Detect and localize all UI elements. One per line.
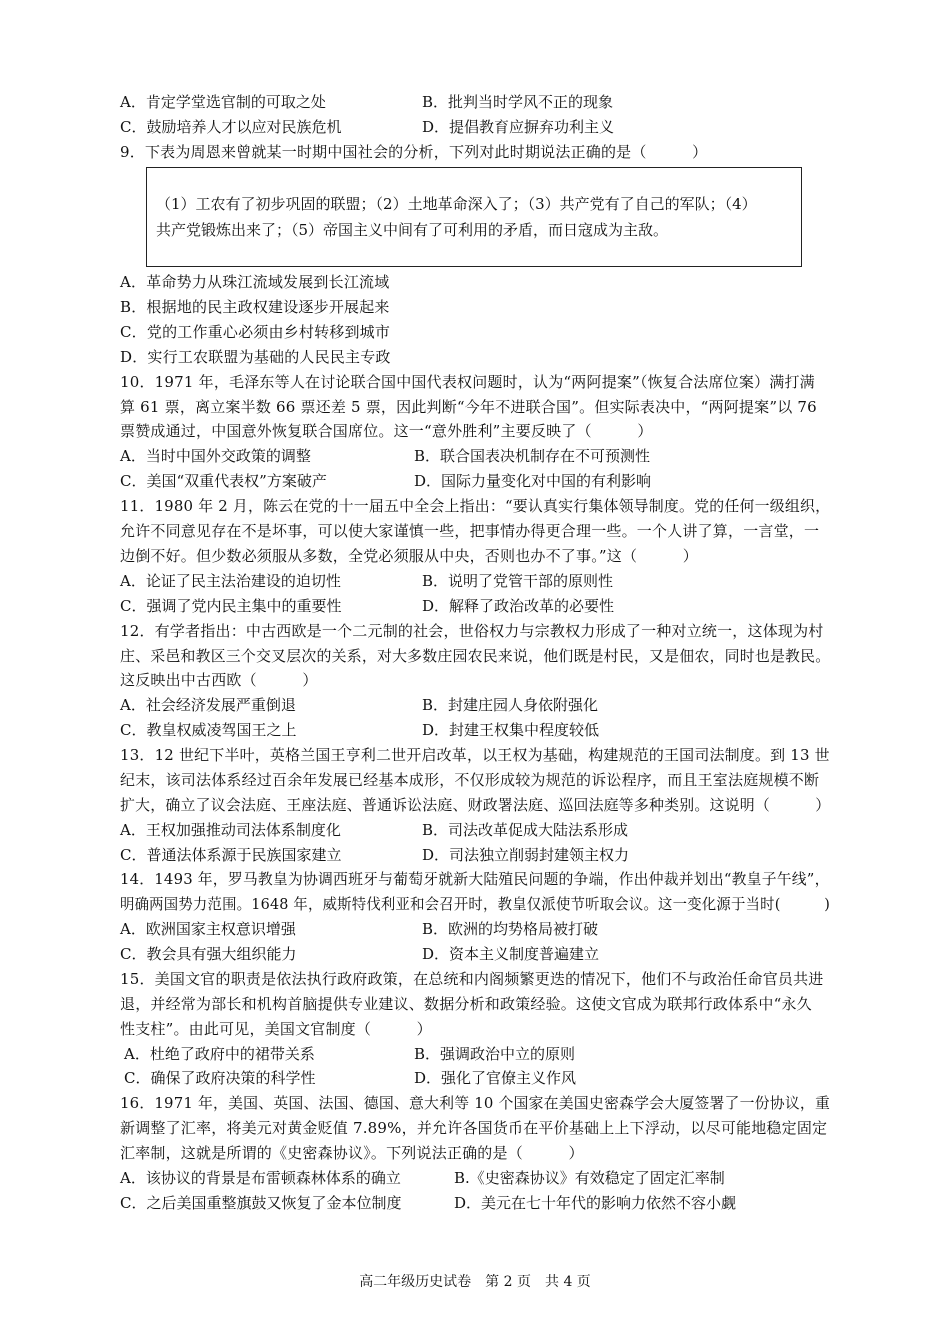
q10-option-a: A．当时中国外交政策的调整 [120,447,311,465]
q9-option-a: A．革命势力从珠江流域发展到长江流域 [120,273,390,291]
q11-option-b: B．说明了党管干部的原则性 [422,572,614,590]
q8-option-c: C．鼓励培养人才以应对民族危机 [120,118,342,136]
q10-line-3: 票赞成通过，中国意外恢复联合国席位。这一“意外胜利”主要反映了（ ） [120,422,653,440]
q16-option-d: D．美元在七十年代的影响力依然不容小觑 [454,1194,737,1212]
q9-option-b: B．根据地的民主政权建设逐步开展起来 [120,298,390,316]
q15-line-2: 退，并经常为部长和机构首脑提供专业建议、数据分析和政策经验。这使文官成为联邦行政体系中“永久 [120,995,812,1013]
q9-option-c: C．党的工作重心必须由乡村转移到城市 [120,323,391,341]
q15-line-3: 性支柱”。由此可见，美国文官制度（ ） [120,1020,432,1038]
q12-line-1: 12．有学者指出：中古西欧是一个二元制的社会，世俗权力与宗教权力形成了一种对立统一，这体现为村 [120,622,824,640]
q10-line-2: 算 61 票，离立案半数 66 票还差 5 票，因此判断“今年不进联合国”。但实际表决中，“两阿提案”以 76 [120,398,817,416]
q9-stem: 9．下表为周恩来曾就某一时期中国社会的分析，下列对此时期说法正确的是（ ） [120,143,708,161]
q13-line-3: 扩大，确立了议会法庭、王座法庭、普通诉讼法庭、财政署法庭、巡回法庭等多种类别。这说明（ ） [120,796,831,814]
q13-line-1: 13．12 世纪下半叶，英格兰国王亨利二世开启改革，以王权为基础，构建规范的王国司法制度。到 13 世 [120,746,830,764]
q9-quote-line-1: （1）工农有了初步巩固的联盟；（2）土地革命深入了；（3）共产党有了自己的军队；（4） [156,195,757,213]
q12-option-c: C．教皇权威凌驾国王之上 [120,721,297,739]
q14-option-b: B．欧洲的均势格局被打破 [422,920,599,938]
q10-option-c: C．美国“双重代表权”方案破产 [120,472,327,490]
q15-option-b: B．强调政治中立的原则 [414,1045,576,1063]
q14-line-2: 明确两国势力范围。1648 年，威斯特伐利亚和会召开时，教皇仅派使节听取会议。这一变化源于当时( ) [120,895,831,913]
q9-option-d: D．实行工农联盟为基础的人民民主专政 [120,348,391,366]
q10-option-d: D．国际力量变化对中国的有利影响 [414,472,652,490]
q14-option-c: C．教会具有强大组织能力 [120,945,297,963]
q10-line-1: 10．1971 年，毛泽东等人在讨论联合国中国代表权问题时，认为“两阿提案”（恢复合法席位案）满打满 [120,373,815,391]
q15-option-a: A．杜绝了政府中的裙带关系 [124,1045,315,1063]
page-footer: 高二年级历史试卷 第 2 页 共 4 页 [359,1274,591,1290]
q13-option-c: C．普通法体系源于民族国家建立 [120,846,342,864]
q11-option-a: A．论证了民主法治建设的迫切性 [120,572,341,590]
q16-option-c: C．之后美国重整旗鼓又恢复了金本位制度 [120,1194,402,1212]
q16-line-3: 汇率制，这就是所谓的《史密森协议》。下列说法正确的是（ ） [120,1144,584,1162]
q10-option-b: B．联合国表决机制存在不可预测性 [414,447,651,465]
q11-line-2: 允许不同意见存在不是坏事，可以使大家谨慎一些，把事情办得更合理一些。一个人讲了算，一言堂，一 [120,522,820,540]
q9-quote-box [146,167,802,267]
q12-line-2: 庄、采邑和教区三个交叉层次的关系，对大多数庄园农民来说，他们既是村民，又是佃农，同时也是教民。 [120,647,831,665]
q11-option-c: C．强调了党内民主集中的重要性 [120,597,342,615]
q8-option-b: B．批判当时学风不正的现象 [422,93,614,111]
q16-line-1: 16．1971 年，美国、英国、法国、德国、意大利等 10 个国家在美国史密森学会大厦签署了一份协议，重 [120,1094,831,1112]
q15-line-1: 15．美国文官的职责是依法执行政府政策，在总统和内阁频繁更迭的情况下，他们不与政治任命官员共进 [120,970,824,988]
q12-option-a: A．社会经济发展严重倒退 [120,696,296,714]
q13-option-d: D．司法独立削弱封建领主权力 [422,846,630,864]
q15-option-c: C．确保了政府决策的科学性 [124,1069,316,1087]
q11-line-3: 边倒不好。但少数必须服从多数，全党必须服从中央，否则也办不了事。”这（ ） [120,547,698,565]
q15-option-d: D．强化了官僚主义作风 [414,1069,577,1087]
q9-quote-line-2: 共产党锻炼出来了；（5）帝国主义中间有了可利用的矛盾，而日寇成为主敌。 [156,221,669,239]
q13-line-2: 纪末，该司法体系经过百余年发展已经基本成形，不仅形成较为规范的诉讼程序，而且王室法庭规模不断 [120,771,820,789]
q13-option-a: A．王权加强推动司法体系制度化 [120,821,341,839]
q14-line-1: 14．1493 年，罗马教皇为协调西班牙与葡萄牙就新大陆殖民问题的争端，作出仲裁并划出“教皇子午线”， [120,870,830,888]
q13-option-b: B．司法改革促成大陆法系形成 [422,821,629,839]
q14-option-a: A．欧洲国家主权意识增强 [120,920,296,938]
q12-option-d: D．封建王权集中程度较低 [422,721,600,739]
q14-option-d: D．资本主义制度普遍建立 [422,945,600,963]
q8-option-a: A．肯定学堂选官制的可取之处 [120,93,326,111]
q16-option-a: A．该协议的背景是布雷顿森林体系的确立 [120,1169,401,1187]
q16-line-2: 新调整了汇率，将美元对黄金贬值 7.89%，并允许各国货币在平价基础上上下浮动，以尽可能地稳定固定 [120,1119,828,1137]
q8-option-d: D．提倡教育应摒弃功利主义 [422,118,615,136]
q12-option-b: B．封建庄园人身依附强化 [422,696,599,714]
q16-option-b: B.《史密森协议》有效稳定了固定汇率制 [454,1169,725,1187]
q11-option-d: D．解释了政治改革的必要性 [422,597,615,615]
q11-line-1: 11．1980 年 2 月，陈云在党的十一届五中全会上指出：“要认真实行集体领导制度。党的任何一级组织， [120,497,831,515]
q12-line-3: 这反映出中古西欧（ ） [120,671,318,689]
